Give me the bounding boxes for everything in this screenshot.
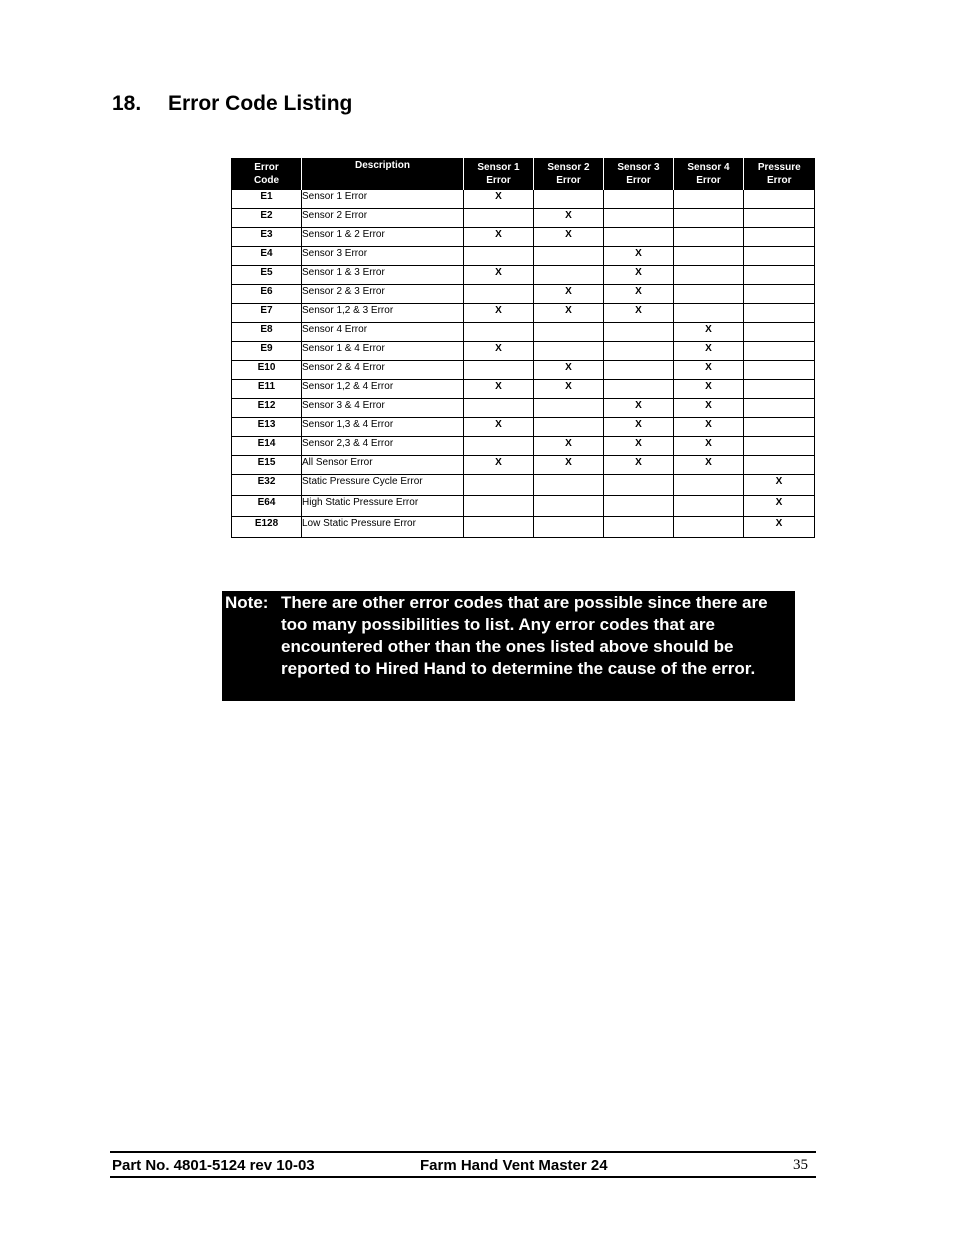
table-row <box>232 323 815 342</box>
description-cell: Sensor 1 Error <box>302 190 464 209</box>
error-mark-cell <box>674 247 744 266</box>
error-mark-cell <box>744 342 815 361</box>
error-mark-cell: X <box>604 437 674 456</box>
note-label: Note: <box>225 593 269 612</box>
column-header-line: Description <box>354 160 410 171</box>
error-mark-cell <box>744 266 815 285</box>
error-mark-cell: X <box>604 285 674 304</box>
error-mark-cell: X <box>604 418 674 437</box>
description-cell: Low Static Pressure Error <box>302 517 464 538</box>
error-mark-cell: X <box>604 247 674 266</box>
error-mark-cell <box>534 190 604 209</box>
column-header-line: Code <box>254 174 279 186</box>
error-mark-cell <box>534 517 604 538</box>
error-mark-cell <box>534 475 604 496</box>
error-code-cell: E4 <box>232 247 302 266</box>
column-header-line: Error <box>767 174 792 186</box>
column-header <box>464 158 534 190</box>
table-row <box>232 475 815 496</box>
error-mark-cell: X <box>534 304 604 323</box>
column-header <box>302 158 464 190</box>
error-code-cell: E32 <box>232 475 302 496</box>
error-mark-cell: X <box>604 266 674 285</box>
error-mark-cell <box>744 361 815 380</box>
error-mark-cell <box>534 418 604 437</box>
description-cell: Sensor 2 & 3 Error <box>302 285 464 304</box>
error-mark-cell: X <box>674 342 744 361</box>
error-code-cell: E11 <box>232 380 302 399</box>
error-mark-cell: X <box>534 209 604 228</box>
error-code-cell: E8 <box>232 323 302 342</box>
table-row <box>232 456 815 475</box>
table-body <box>232 190 815 538</box>
description-cell: Sensor 1,3 & 4 Error <box>302 418 464 437</box>
error-mark-cell: X <box>674 380 744 399</box>
description-cell: Sensor 4 Error <box>302 323 464 342</box>
table-row <box>232 209 815 228</box>
error-mark-cell <box>674 266 744 285</box>
error-mark-cell <box>744 323 815 342</box>
description-cell: High Static Pressure Error <box>302 496 464 517</box>
error-mark-cell <box>604 323 674 342</box>
error-mark-cell <box>464 285 534 304</box>
error-mark-cell <box>674 517 744 538</box>
column-header <box>604 158 674 190</box>
error-mark-cell: X <box>674 456 744 475</box>
table-row <box>232 418 815 437</box>
error-mark-cell <box>604 342 674 361</box>
error-mark-cell <box>674 496 744 517</box>
error-mark-cell <box>744 304 815 323</box>
error-mark-cell <box>744 190 815 209</box>
error-mark-cell: X <box>464 228 534 247</box>
error-mark-cell: X <box>534 361 604 380</box>
table-row <box>232 380 815 399</box>
error-mark-cell: X <box>464 266 534 285</box>
error-mark-cell: X <box>464 456 534 475</box>
error-code-cell: E3 <box>232 228 302 247</box>
error-mark-cell: X <box>744 496 815 517</box>
error-code-cell: E2 <box>232 209 302 228</box>
error-mark-cell <box>744 247 815 266</box>
column-header-line: Sensor 3 <box>617 161 660 173</box>
table-row <box>232 285 815 304</box>
description-cell: Sensor 2 Error <box>302 209 464 228</box>
error-mark-cell <box>464 361 534 380</box>
error-mark-cell: X <box>534 228 604 247</box>
column-header-line: Error <box>626 174 651 186</box>
error-mark-cell <box>744 456 815 475</box>
column-header <box>534 158 604 190</box>
table-row <box>232 304 815 323</box>
description-cell: All Sensor Error <box>302 456 464 475</box>
error-mark-cell <box>604 475 674 496</box>
error-mark-cell <box>534 342 604 361</box>
error-mark-cell <box>464 475 534 496</box>
description-cell: Sensor 1,2 & 3 Error <box>302 304 464 323</box>
error-mark-cell <box>604 190 674 209</box>
error-mark-cell <box>464 496 534 517</box>
column-header-line: Error <box>486 174 511 186</box>
error-mark-cell <box>464 399 534 418</box>
error-mark-cell: X <box>674 323 744 342</box>
error-mark-cell: X <box>534 456 604 475</box>
error-mark-cell: X <box>674 437 744 456</box>
description-cell: Sensor 1,2 & 4 Error <box>302 380 464 399</box>
page-footer <box>110 1151 816 1178</box>
error-code-cell: E5 <box>232 266 302 285</box>
error-code-cell: E128 <box>232 517 302 538</box>
table-row <box>232 361 815 380</box>
footer-product-name: Farm Hand Vent Master 24 <box>420 1157 608 1174</box>
error-mark-cell <box>674 475 744 496</box>
column-header-line: Error <box>556 174 581 186</box>
table-row <box>232 437 815 456</box>
error-mark-cell: X <box>464 190 534 209</box>
error-mark-cell <box>744 399 815 418</box>
description-cell: Sensor 3 & 4 Error <box>302 399 464 418</box>
error-mark-cell <box>674 304 744 323</box>
error-code-cell: E14 <box>232 437 302 456</box>
error-code-table <box>231 158 815 538</box>
error-mark-cell: X <box>534 437 604 456</box>
error-mark-cell <box>464 517 534 538</box>
column-header-line: Error <box>254 161 279 173</box>
error-mark-cell: X <box>674 418 744 437</box>
column-header-line: Sensor 2 <box>547 161 590 173</box>
table-row <box>232 247 815 266</box>
error-mark-cell <box>744 380 815 399</box>
error-mark-cell: X <box>464 304 534 323</box>
error-mark-cell <box>534 496 604 517</box>
description-cell: Static Pressure Cycle Error <box>302 475 464 496</box>
error-mark-cell: X <box>604 304 674 323</box>
column-header-line: Pressure <box>757 161 801 173</box>
table-row <box>232 266 815 285</box>
table-row <box>232 342 815 361</box>
error-code-cell: E6 <box>232 285 302 304</box>
error-mark-cell: X <box>464 342 534 361</box>
error-mark-cell: X <box>674 399 744 418</box>
column-header-line: Sensor 1 <box>477 161 520 173</box>
error-mark-cell <box>604 228 674 247</box>
error-mark-cell: X <box>604 456 674 475</box>
error-code-cell: E10 <box>232 361 302 380</box>
error-mark-cell <box>674 228 744 247</box>
error-mark-cell <box>744 228 815 247</box>
column-header <box>232 158 302 190</box>
error-mark-cell: X <box>464 380 534 399</box>
table-row <box>232 399 815 418</box>
note-box <box>222 591 795 701</box>
note-text: There are other error codes that are possible since there are too many possibilities to list. Any error codes that are encountered other than the ones listed above should be reported to Hired Hand to determine the cause of the error. <box>281 593 768 678</box>
error-code-cell: E13 <box>232 418 302 437</box>
error-mark-cell <box>534 247 604 266</box>
error-mark-cell <box>464 323 534 342</box>
error-mark-cell <box>604 361 674 380</box>
error-mark-cell <box>464 209 534 228</box>
error-code-cell: E7 <box>232 304 302 323</box>
description-cell: Sensor 1 & 4 Error <box>302 342 464 361</box>
error-mark-cell <box>534 323 604 342</box>
error-mark-cell: X <box>464 418 534 437</box>
footer-page-number: 35 <box>793 1157 808 1173</box>
description-cell: Sensor 1 & 2 Error <box>302 228 464 247</box>
error-mark-cell <box>744 418 815 437</box>
description-cell: Sensor 2 & 4 Error <box>302 361 464 380</box>
column-header-line: Sensor 4 <box>687 161 730 173</box>
table-row <box>232 517 815 538</box>
error-mark-cell <box>534 399 604 418</box>
error-mark-cell: X <box>534 285 604 304</box>
error-mark-cell: X <box>674 361 744 380</box>
error-mark-cell <box>534 266 604 285</box>
error-code-cell: E1 <box>232 190 302 209</box>
table-row <box>232 190 815 209</box>
error-mark-cell <box>674 190 744 209</box>
error-mark-cell <box>744 209 815 228</box>
table-row <box>232 496 815 517</box>
table-row <box>232 228 815 247</box>
error-mark-cell <box>744 285 815 304</box>
error-mark-cell <box>674 285 744 304</box>
error-code-cell: E15 <box>232 456 302 475</box>
column-header-line: Error <box>696 174 721 186</box>
error-mark-cell <box>464 437 534 456</box>
column-header <box>674 158 744 190</box>
table-header-row <box>232 158 815 190</box>
footer-part-number: Part No. 4801-5124 rev 10-03 <box>112 1157 315 1174</box>
section-number: 18. <box>112 92 142 115</box>
section-heading <box>112 92 352 116</box>
column-header <box>744 158 815 190</box>
error-mark-cell: X <box>744 517 815 538</box>
description-cell: Sensor 2,3 & 4 Error <box>302 437 464 456</box>
error-code-cell: E64 <box>232 496 302 517</box>
error-mark-cell <box>604 517 674 538</box>
error-mark-cell: X <box>534 380 604 399</box>
error-mark-cell <box>604 496 674 517</box>
error-mark-cell <box>464 247 534 266</box>
description-cell: Sensor 3 Error <box>302 247 464 266</box>
error-mark-cell: X <box>604 399 674 418</box>
error-mark-cell <box>604 209 674 228</box>
error-code-cell: E9 <box>232 342 302 361</box>
section-title: Error Code Listing <box>168 92 353 115</box>
error-mark-cell <box>744 437 815 456</box>
error-mark-cell: X <box>744 475 815 496</box>
error-code-cell: E12 <box>232 399 302 418</box>
error-mark-cell <box>674 209 744 228</box>
error-mark-cell <box>604 380 674 399</box>
description-cell: Sensor 1 & 3 Error <box>302 266 464 285</box>
